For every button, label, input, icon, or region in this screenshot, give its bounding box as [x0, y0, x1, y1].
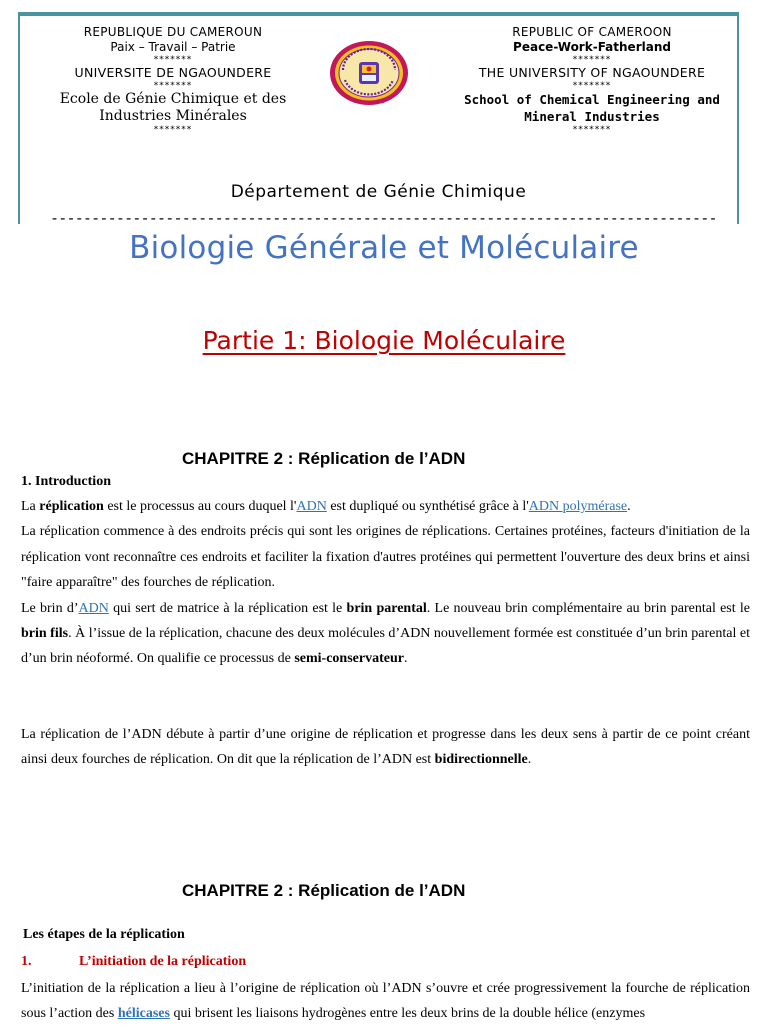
- department-name: Département de Génie Chimique: [230, 182, 527, 202]
- paragraph: [21, 976, 750, 1027]
- text-run: L’initiation de la réplication a lieu à l’origine de réplication où l’ADN s’ouvre et crée progressivement la fourche de réplication sous l’action des: [21, 981, 750, 1022]
- bidirectional-paragraph: [21, 722, 750, 773]
- text-run: . Le nouveau brin complémentaire au brin parental est le: [426, 600, 750, 616]
- text-run: La réplication de l’ADN débute à partir d’une origine de réplication et progresse dans les deux sens à partir de ce point créant ainsi deux fourches de réplication. On dit que la réplication de l’ADN est: [21, 727, 750, 768]
- subsection-title: L’initiation de la réplication: [79, 954, 247, 969]
- text-run: qui brisent les liaisons hydrogènes entre les deux brins de la double hélice (enzymes: [169, 1006, 646, 1022]
- school-fr-line1: Ecole de Génie Chimique et des: [59, 91, 287, 107]
- subsection-number: 1.: [21, 954, 32, 969]
- paragraph: [21, 494, 750, 519]
- separator-stars: *******: [153, 55, 193, 65]
- university-en: THE UNIVERSITY OF NGAOUNDERE: [478, 65, 706, 80]
- separator-stars: *******: [572, 125, 612, 135]
- part-title: Partie 1: Biologie Moléculaire: [202, 326, 566, 355]
- document-title: Biologie Générale et Moléculaire: [129, 230, 639, 266]
- motto-fr: Paix – Travail – Patrie: [110, 40, 236, 54]
- school-en-line2: Mineral Industries: [524, 109, 660, 124]
- introduction-body: [21, 494, 750, 672]
- bold-term: semi-conservateur: [294, 651, 404, 667]
- text-run: .: [627, 499, 631, 514]
- text-run: La: [21, 499, 40, 514]
- text-run: .: [403, 651, 408, 667]
- chapter-heading: CHAPITRE 2 : Réplication de l’ADN: [182, 449, 466, 468]
- text-run: .: [527, 752, 532, 768]
- initiation-body: [21, 976, 750, 1027]
- text-run: est le processus au cours duquel l': [103, 499, 297, 514]
- section-heading-introduction: 1. Introduction: [21, 474, 111, 489]
- bold-term: réplication: [39, 499, 104, 514]
- text-run: . À l’issue de la réplication, chacune des deux molécules d’ADN nouvellement formée est constituée d’un brin parental et d’un brin néoformé. On qualifie ce processus de: [21, 626, 750, 667]
- letterhead-right-column: [442, 24, 742, 135]
- country-fr: REPUBLIQUE DU CAMEROUN: [83, 25, 263, 39]
- separator-stars: *******: [572, 81, 612, 91]
- adn-polymerase-link[interactable]: ADN polymérase: [528, 499, 628, 514]
- bold-term: brin fils: [21, 626, 69, 642]
- separator-stars: *******: [153, 125, 193, 135]
- adn-link[interactable]: ADN: [78, 600, 109, 616]
- university-seal-logo: [329, 40, 409, 106]
- section-heading-steps: Les étapes de la réplication: [23, 927, 185, 942]
- bold-term: bidirectionnelle: [434, 752, 528, 768]
- paragraph: La réplication commence à des endroits précis qui sont les origines de réplications. Certaines protéines, facteurs d'initiation de la réplication vont reconnaître ces endroits et faciliter la fixation d'autres protéines qui permettent l'ouverture des deux brins et ainsi "faire apparaître" des fourches de réplication.: [21, 524, 750, 591]
- letterhead: [18, 12, 739, 227]
- subsection-heading-initiation: [21, 954, 246, 970]
- separator-stars: *******: [153, 81, 193, 91]
- country-en: REPUBLIC OF CAMEROON: [512, 25, 672, 39]
- bold-term: brin parental: [346, 600, 427, 616]
- text-run: Le brin d’: [21, 600, 79, 616]
- text-run: qui sert de matrice à la réplication est le: [108, 600, 347, 616]
- motto-en: Peace-Work-Fatherland: [513, 40, 671, 54]
- paragraph: [21, 722, 750, 773]
- school-en-line1: School of Chemical Engineering and: [464, 92, 720, 107]
- helicases-link[interactable]: hélicases: [117, 1006, 170, 1022]
- text-run: est dupliqué ou synthétisé grâce à l': [326, 499, 529, 514]
- part-title-wrapper: [0, 326, 768, 355]
- separator-stars: *******: [572, 55, 612, 65]
- school-fr-line2: Industries Minérales: [99, 108, 247, 124]
- paragraph: [21, 596, 750, 672]
- letterhead-left-column: [38, 24, 308, 135]
- dashed-rule: ---------------------------------------------------------------------------------: [50, 209, 717, 227]
- university-fr: UNIVERSITE DE NGAOUNDERE: [74, 65, 272, 80]
- adn-link[interactable]: ADN: [296, 499, 327, 514]
- chapter-heading: CHAPITRE 2 : Réplication de l’ADN: [182, 881, 466, 900]
